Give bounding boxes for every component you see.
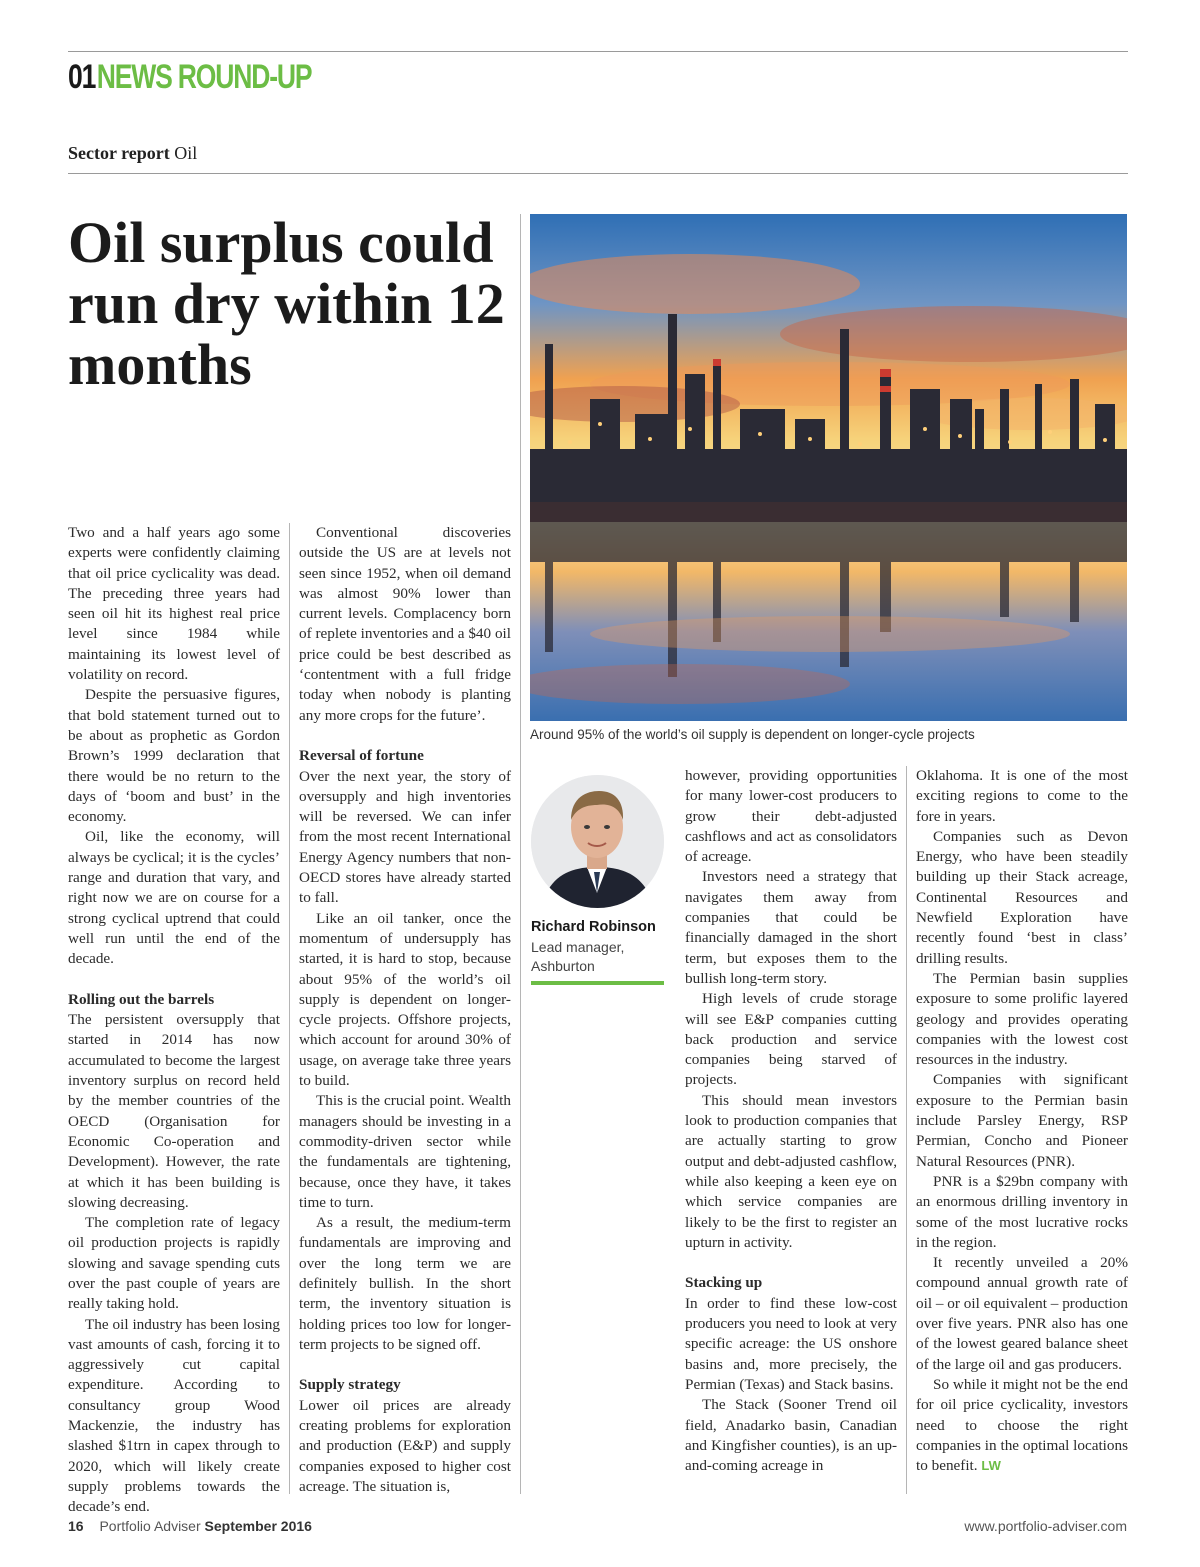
column-divider: [906, 766, 907, 1494]
author-portrait: [531, 775, 664, 908]
portrait-photo-icon: [531, 775, 664, 908]
paragraph: High levels of crude storage will see E&P companies cutting back production and service companies being starved of projects.: [685, 990, 897, 1089]
page-number: 16: [68, 1518, 84, 1534]
paragraph: Oil, like the economy, will always be cyclical; it is the cycles’ range and duration that vary, and right now we are on course for a strong cyclical uptrend that could well run until the end of the decade.: [68, 828, 280, 968]
author-accent-bar: [531, 981, 664, 985]
paragraph: This is the crucial point. Wealth managers should be investing in a commodity-driven sector while the fundamentals are tightening, because, once they have, it takes time to turn.: [299, 1092, 511, 1211]
photo-caption: Around 95% of the world’s oil supply is dependent on longer-cycle projects: [530, 727, 975, 742]
paragraph: The persistent oversupply that started in 2014 has now accumulated to become the largest inventory surplus on record held by the member countries of the OECD (Organisation for Economic Co-operation and Development). However, the rate at which it has been building is slowing decreasing.: [68, 1011, 280, 1211]
sector-line: [68, 143, 197, 164]
subheading: Reversal of fortune: [299, 747, 424, 765]
paragraph: Companies such as Devon Energy, who have been steadily building up their Stack acreage, Continental Resources and Newfield Exploration have recently found ‘best in class’ drilling results.: [916, 827, 1128, 967]
headline: Oil surplus could run dry within 12 months: [68, 210, 505, 397]
article-column-1: [68, 523, 280, 1518]
paragraph: Investors need a strategy that navigates them away from companies that could be financially damaged in the short term, but exposes them to the bullish long-term story.: [685, 868, 897, 987]
paragraph: Over the next year, the story of oversupply and high inventories will be reversed. We can infer from the most recent International Energy Agency numbers that non-OECD stores have already started to fall.: [299, 767, 511, 907]
oil-refinery-sunset-photo-icon: [530, 214, 1127, 721]
paragraph: As a result, the medium-term fundamentals are improving and over the long term we are definitely bullish. In the short term, the inventory situation is holding prices too low for longer-term projects to be signed off.: [299, 1214, 511, 1353]
article-column-2: [299, 523, 511, 1497]
author-role: Lead manager, Ashburton: [531, 939, 625, 974]
paragraph: It recently unveiled a 20% compound annual growth rate of oil – or oil equivalent – production over five years. PNR also has one of the lowest geared balance sheet of the large oil and gas producers.: [916, 1254, 1128, 1373]
section-number: 01: [68, 58, 96, 96]
paragraph: PNR is a $29bn company with an enormous drilling inventory in some of the most lucrative rocks in the region.: [916, 1172, 1128, 1251]
website-url: www.portfolio-adviser.com: [964, 1518, 1127, 1534]
paragraph: In order to find these low-cost producers you need to look at very specific acreage: the US onshore basins and, more precisely, the Permian (Texas) and Stack basins.: [685, 1294, 897, 1393]
paragraph: The Permian basin supplies exposure to some prolific layered geology and provides operating companies with the lowest cost resources in the industry.: [916, 969, 1128, 1069]
paragraph: The completion rate of legacy oil production projects is rapidly slowing and savage spending cuts over the past couple of years are really taking hold.: [68, 1214, 280, 1313]
subheading: Rolling out the barrels: [68, 990, 215, 1008]
column-divider: [520, 214, 521, 1494]
subheading: Supply strategy: [299, 1376, 401, 1394]
article-column-4: [916, 766, 1128, 1476]
paragraph: Despite the persuasive figures, that bold statement turned out to be about as prophetic as Gordon Brown’s 1999 declaration that there would be no return to the days of ‘boom and bust’ in the economy.: [68, 686, 280, 826]
paragraph: Conventional discoveries outside the US are at levels not seen since 1952, when oil demand was almost 90% lower than current levels. Complacency born of replete inventories and a $40 oil price could be best described as ‘contentment with a full fridge today when nobody is planting any more crops for the future’.: [299, 524, 511, 724]
section-title: NEWS ROUND-UP: [96, 58, 312, 96]
paragraph: Two and a half years ago some experts were confidently claiming that oil price cyclicality was dead. The preceding three years had seen oil hit its highest real price level since 1984 while maintaining its lowest level of volatility on record.: [68, 524, 280, 684]
top-rule: [68, 51, 1128, 52]
footer-left: [68, 1518, 312, 1534]
sector-label: Sector report: [68, 143, 170, 163]
section-header: [68, 58, 311, 97]
paragraph: Like an oil tanker, once the momentum of undersupply has started, it is hard to stop, because about 95% of the world’s oil supply is dependent on longer-cycle projects. Offshore projects, which account for around 30% of usage, on average take three years to build.: [299, 909, 511, 1090]
sector-value: Oil: [174, 143, 198, 163]
author-name: Richard Robinson: [531, 919, 656, 935]
refinery-photo: [530, 214, 1127, 721]
paragraph: This should mean investors look to production companies that are actually starting to grow output and debt-adjusted cashflow, while also keeping a keen eye on which service companies are likely to be the first to register an upturn in activity.: [685, 1091, 897, 1251]
author-initials: LW: [981, 1458, 1001, 1474]
paragraph: The Stack (Sooner Trend oil field, Anadarko basin, Canadian and Kingfisher counties), is an up-and-coming acreage in: [685, 1396, 897, 1475]
paragraph: The oil industry has been losing vast amounts of cash, forcing it to aggressively cut capital expenditure. According to consultancy group Wood Mackenzie, the industry has slashed $1trn in capex through to 2020, which will likely create supply problems towards the decade’s end.: [68, 1315, 280, 1516]
paragraph: Oklahoma. It is one of the most exciting regions to come to the fore in years.: [916, 767, 1128, 825]
issue-date: September 2016: [204, 1518, 312, 1534]
paragraph-text: So while it might not be the end for oil price cyclicality, investors need to choose the right companies in the optimal locations to benefit.: [916, 1375, 1128, 1475]
sector-rule: [68, 173, 1128, 174]
paragraph: however, providing opportunities for many lower-cost producers to grow their debt-adjusted cashflows and act as consolidators of acreage.: [685, 767, 897, 866]
paragraph: Companies with significant exposure to the Permian basin include Parsley Energy, RSP Permian, Concho and Pioneer Natural Resources (PNR).: [916, 1071, 1128, 1170]
paragraph: Lower oil prices are already creating problems for exploration and production (E&P) and supply companies exposed to higher cost acreage. The situation is,: [299, 1396, 511, 1495]
paragraph: [916, 1375, 1128, 1476]
subheading: Stacking up: [685, 1274, 763, 1292]
publication-name: Portfolio Adviser: [99, 1518, 201, 1534]
article-column-3: [685, 766, 897, 1476]
column-divider: [289, 523, 290, 1494]
